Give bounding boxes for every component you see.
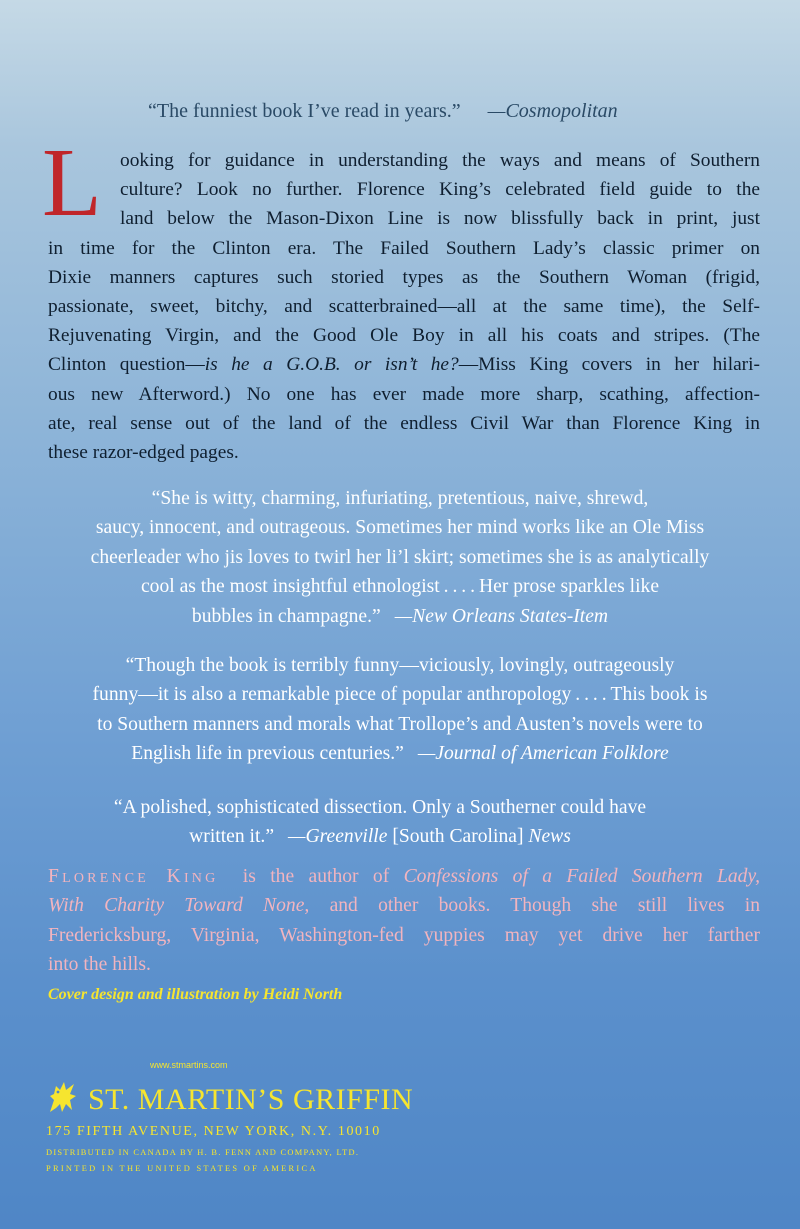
description-line: ous new Afterword.) No one has ever made more sharp, scathing, affection-	[48, 383, 760, 405]
review-line: to Southern manners and morals what Trollope’s and Austen’s novels were to	[97, 713, 703, 735]
description-line: in time for the Clinton era. The Failed Southern Lady’s classic primer on	[48, 237, 760, 259]
review-source: —Journal of American Folklore	[417, 743, 669, 765]
review-line	[100, 822, 660, 851]
review-greenville	[100, 793, 660, 852]
review-journal-folklore	[70, 651, 730, 769]
review-text: written it.”	[189, 826, 275, 848]
review-new-orleans	[90, 484, 710, 631]
description-segment: Clinton question—	[48, 354, 205, 376]
description-line	[48, 350, 760, 379]
description-segment: —Miss King covers in her hilari-	[458, 354, 760, 376]
top-quote	[148, 100, 618, 123]
description-line: land below the Mason-Dixon Line is now blissfully back in print, just	[120, 208, 760, 230]
review-line: cheerleader who jis loves to twirl her li’l skirt; sometimes she is as analytically	[90, 546, 710, 568]
author-name: Florence King	[48, 866, 219, 887]
description-line: Rejuvenating Virgin, and the Good Ole Boy in all his coats and stripes. (The	[48, 325, 760, 347]
author-bio-text: is the author of	[242, 866, 390, 887]
review-text: English life in previous centuries.”	[131, 743, 404, 765]
publisher-address: 175 FIFTH AVENUE, NEW YORK, N.Y. 10010	[46, 1124, 381, 1139]
top-quote-text: “The funniest book I’ve read in years.”	[148, 100, 461, 122]
author-bio-line: Fredericksburg, Virginia, Washington-fed yuppies may yet drive her farther	[48, 924, 760, 946]
review-source: —Greenville	[288, 826, 388, 848]
review-line	[90, 602, 710, 631]
publisher-printed: PRINTED IN THE UNITED STATES OF AMERICA	[46, 1164, 318, 1173]
review-line	[70, 739, 730, 768]
book-title: Confessions of a Failed Southern Lady,	[403, 866, 760, 887]
author-bio	[48, 862, 760, 980]
book-description	[48, 146, 760, 467]
description-line: ooking for guidance in understanding the ways and means of Southern	[120, 150, 760, 171]
description-italic: is he a G.O.B. or isn’t he?	[204, 354, 459, 376]
book-title: With Charity Toward None,	[48, 895, 310, 917]
review-line: cool as the most insightful ethnologist . . . . Her prose sparkles like	[140, 576, 660, 598]
top-quote-source: —Cosmopolitan	[487, 100, 618, 122]
griffin-logo-icon	[44, 1078, 80, 1116]
publisher-url: www.stmartins.com	[150, 1060, 228, 1070]
review-line: saucy, innocent, and outrageous. Sometimes her mind works like an Ole Miss	[95, 517, 705, 539]
author-bio-line: into the hills.	[48, 954, 151, 976]
author-bio-line	[48, 891, 760, 920]
cover-credit: Cover design and illustration by Heidi North	[48, 986, 343, 1003]
drop-cap: L	[42, 129, 102, 237]
description-line: Dixie manners captures such storied types as the Southern Woman (frigid,	[48, 266, 760, 288]
review-source-region: [South Carolina]	[387, 826, 529, 848]
author-bio-text: and other books. Though she still lives in	[329, 895, 760, 917]
review-line: “She is witty, charming, infuriating, pretentious, naive, shrewd,	[151, 488, 649, 509]
review-text: bubbles in champagne.”	[191, 605, 381, 627]
review-line: “Though the book is terribly funny—viciously, lovingly, outrageously	[125, 655, 675, 676]
author-bio-line	[48, 862, 760, 891]
description-line: ate, real sense out of the land of the endless Civil War than Florence King in	[48, 412, 760, 434]
publisher-distribution: DISTRIBUTED IN CANADA BY H. B. FENN AND COMPANY, LTD.	[46, 1148, 360, 1157]
review-source-paper: News	[528, 826, 571, 848]
description-line: these razor-edged pages.	[48, 442, 239, 464]
review-line: “A polished, sophisticated dissection. Only a Southerner could have	[113, 797, 647, 818]
review-line: funny—it is also a remarkable piece of popular anthropology . . . . This book is	[92, 684, 708, 706]
review-source: —New Orleans States-Item	[394, 605, 609, 627]
publisher-name: ST. MARTIN’S GRIFFIN	[88, 1083, 414, 1116]
description-line: passionate, sweet, bitchy, and scatterbrained—all at the same time), the Self-	[48, 296, 760, 318]
description-line: culture? Look no further. Florence King’s celebrated field guide to the	[120, 179, 760, 201]
